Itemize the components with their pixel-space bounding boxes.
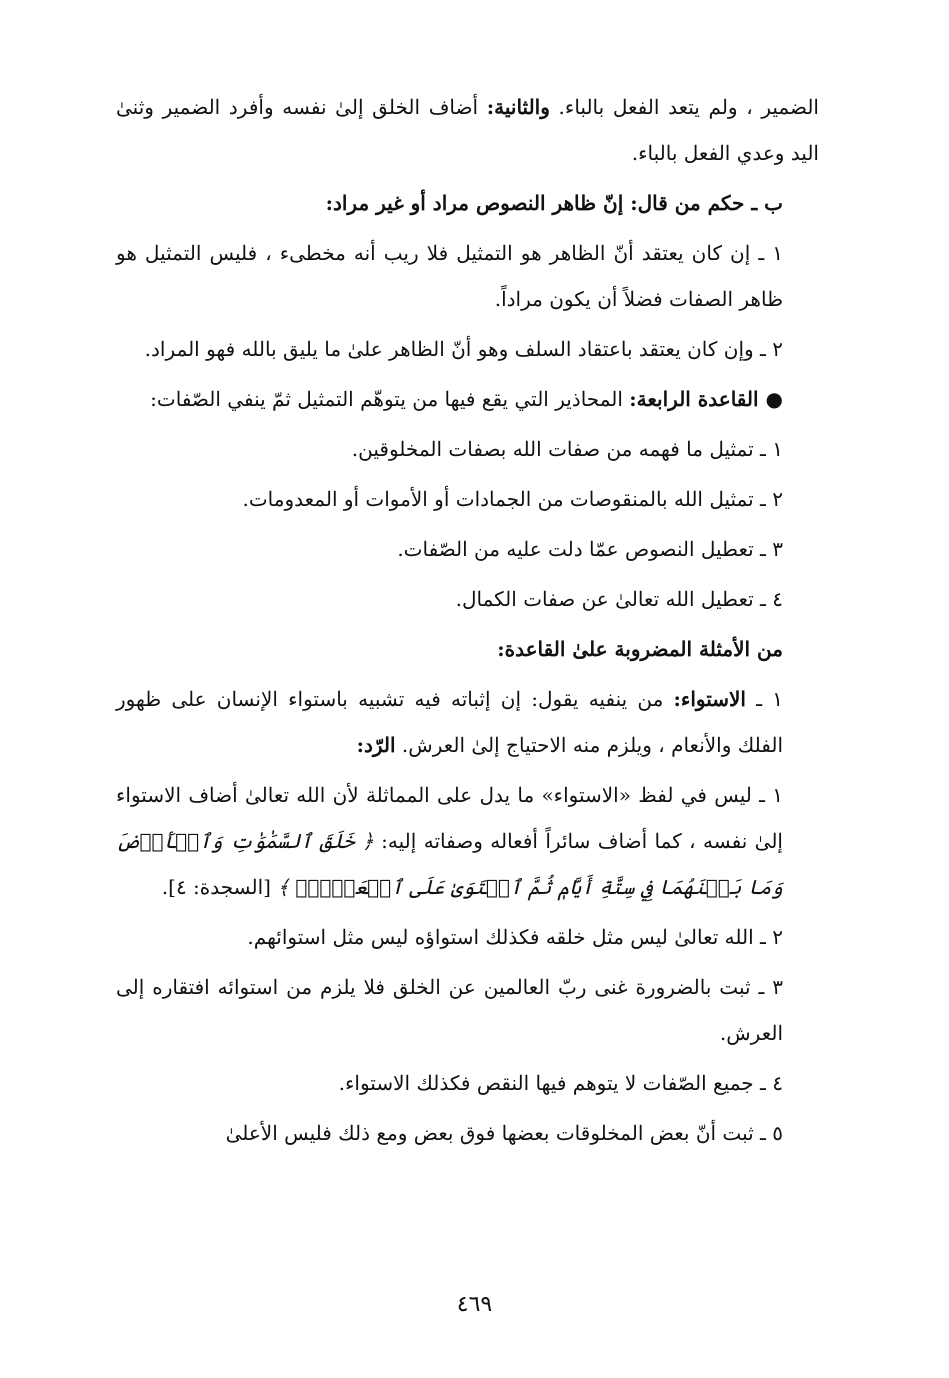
paragraph-p9 — [116, 576, 819, 622]
text-run: الضمير ، ولم يتعد الفعل بالباء. — [549, 95, 819, 119]
page-body — [116, 84, 819, 1160]
bold-text: الرّد: — [356, 733, 396, 757]
paragraph-p8 — [116, 526, 819, 572]
paragraph-p3 — [116, 230, 819, 322]
bold-text: ب ـ حكم من قال: إنّ ظاهر النصوص مراد أو غير مراد: — [325, 191, 783, 215]
paragraph-p4 — [116, 326, 819, 372]
text-run: ٣ ـ تعطيل النصوص عمّا دلت عليه من الصّفات. — [397, 537, 783, 561]
page-number: ٤٦٩ — [456, 1292, 493, 1317]
paragraph-p5 — [116, 376, 819, 422]
bold-text: والثانية: — [486, 95, 550, 119]
paragraph-p7 — [116, 476, 819, 522]
text-run: ٤ ـ جميع الصّفات لا يتوهم فيها النقص فكذلك الاستواء. — [338, 1071, 783, 1095]
paragraph-p12 — [116, 772, 819, 910]
paragraph-p15 — [116, 1060, 819, 1106]
bold-text: من الأمثلة المضروبة علىٰ القاعدة: — [497, 637, 783, 661]
text-run: ١ ـ إن كان يعتقد أنّ الظاهر هو التمثيل فلا ريب أنه مخطىء ، فليس التمثيل هو ظاهر الصفات فضلاً أن يكون مراداً. — [116, 241, 783, 311]
text-run: أضاف الخلق إلىٰ نفسه وأفرد الضمير وثنىٰ اليد وعدي الفعل بالباء. — [116, 95, 819, 165]
bold-text: الاستواء: — [673, 687, 746, 711]
bold-text: ● القاعدة الرابعة: — [629, 387, 783, 411]
text-run: ١ ـ تمثيل ما فهمه من صفات الله بصفات المخلوقين. — [351, 437, 783, 461]
text-run: [السجدة: ٤]. — [161, 875, 278, 899]
text-run: ٣ ـ ثبت بالضرورة غنى ربّ العالمين عن الخلق فلا يلزم من استوائه افتقاره إلى العرش. — [116, 975, 783, 1045]
text-run: ١ ـ ليس في لفظ «الاستواء» ما يدل على المماثلة لأن الله تعالىٰ أضاف الاستواء إلىٰ نفسه ، كما أضاف سائراً أفعاله وصفاته إليه: — [116, 783, 783, 853]
paragraph-p13 — [116, 914, 819, 960]
paragraph-p16 — [116, 1110, 819, 1156]
text-run: ٢ ـ الله تعالىٰ ليس مثل خلقه فكذلك استواؤه ليس مثل استوائهم. — [247, 925, 783, 949]
quran-verse: ﴿ خَلَقَ ٱلسَّمَٰوَٰتِ وَٱلۡأَرۡضَ وَمَا بَيۡنَهُمَا فِي سِتَّةِ أَيَّامٖ ثُمَّ ٱسۡتَوَىٰ عَلَى ٱلۡعَرۡشِۖ ﴾ — [116, 829, 783, 899]
text-run: ٢ ـ تمثيل الله بالمنقوصات من الجمادات أو الأموات أو المعدومات. — [242, 487, 783, 511]
text-run: المحاذير التي يقع فيها من يتوهّم التمثيل ثمّ ينفي الصّفات: — [150, 387, 630, 411]
paragraph-p10 — [116, 626, 819, 672]
paragraph-p14 — [116, 964, 819, 1056]
text-run: ٢ ـ وإن كان يعتقد باعتقاد السلف وهو أنّ الظاهر علىٰ ما يليق بالله فهو المراد. — [144, 337, 783, 361]
text-run: من ينفيه يقول: إن إثباته فيه تشبيه باستواء الإنسان على ظهور الفلك والأنعام ، ويلزم منه الاحتياج إلىٰ العرش. — [116, 687, 783, 757]
text-run: ٤ ـ تعطيل الله تعالىٰ عن صفات الكمال. — [455, 587, 783, 611]
paragraph-p6 — [116, 426, 819, 472]
paragraph-p2 — [116, 180, 819, 226]
text-run: ١ ـ — [745, 687, 784, 711]
paragraph-p1 — [116, 84, 819, 176]
text-run: ٥ ـ ثبت أنّ بعض المخلوقات بعضها فوق بعض ومع ذلك فليس الأعلىٰ — [225, 1121, 783, 1145]
paragraph-p11 — [116, 676, 819, 768]
